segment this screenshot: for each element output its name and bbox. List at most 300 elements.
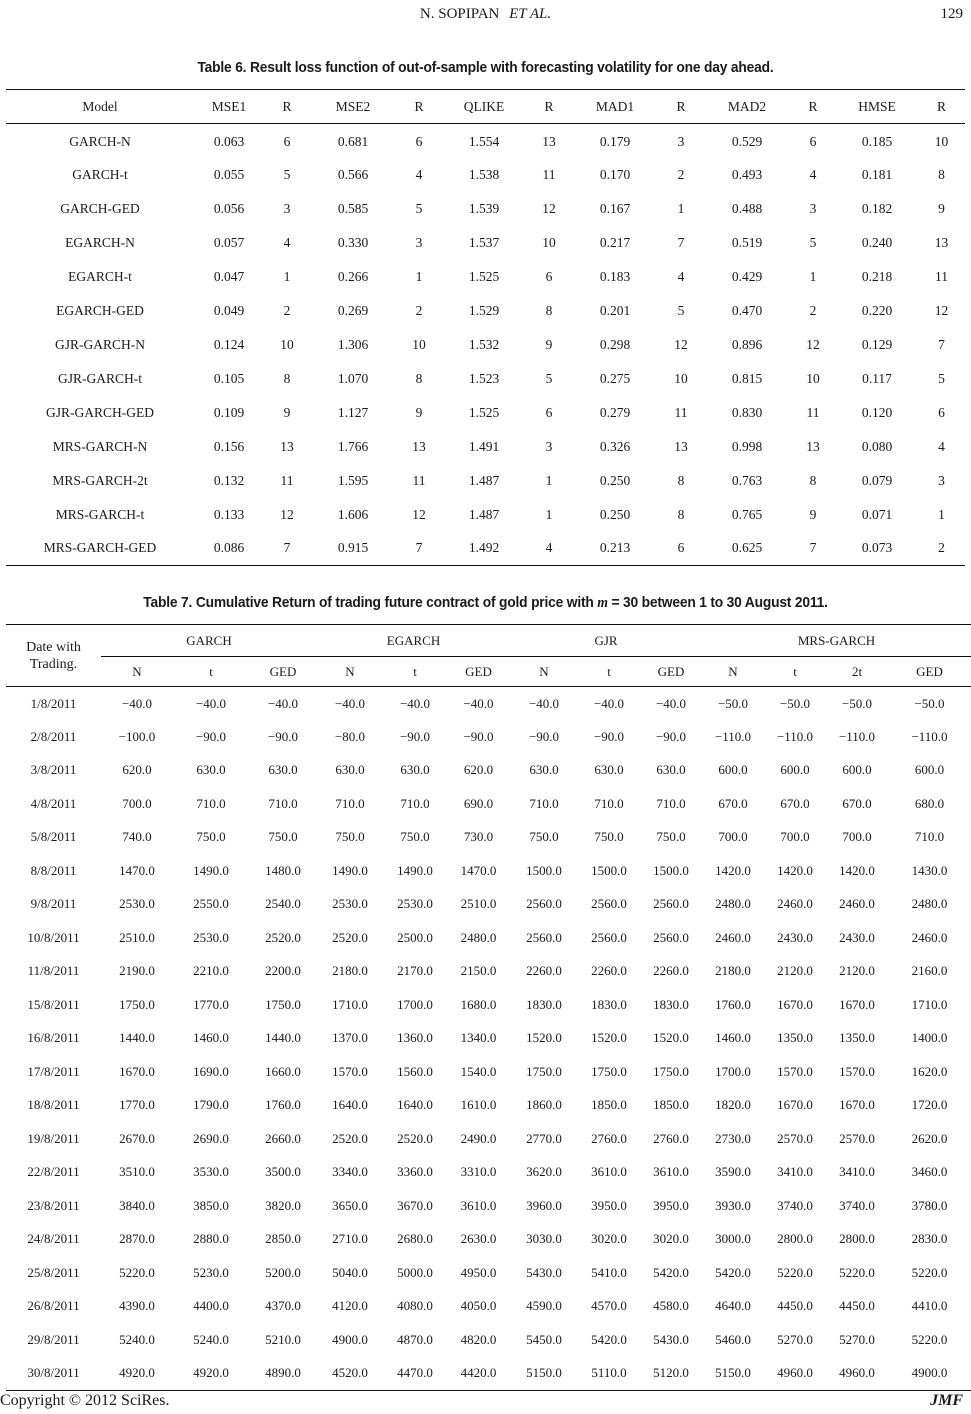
return-cell: 2660.0 [265,1130,301,1146]
table6-cell: 0.326 [599,438,631,454]
return-cell: −40.0 [528,695,560,711]
return-cell: 5240.0 [193,1331,229,1347]
return-cell: 3960.0 [526,1197,562,1213]
table6-row [6,396,965,430]
table6-row [6,192,965,226]
table6-cell: 1.525 [468,268,500,284]
return-cell: 1570.0 [777,1063,813,1079]
return-cell: −40.0 [334,695,366,711]
return-cell: 1830.0 [653,996,689,1012]
return-cell: 710.0 [529,795,559,811]
table6-cell: 0.181 [861,166,893,182]
return-cell: 3820.0 [265,1197,301,1213]
return-cell: 1720.0 [911,1097,948,1113]
return-cell: 1480.0 [265,862,301,878]
return-cell: 700.0 [842,829,872,845]
return-cell: 2260.0 [526,963,562,979]
table6-row [6,124,965,158]
table6-cell: 0.529 [731,133,763,149]
table6-cell: 3 [283,200,291,216]
table6-cell: 11 [935,268,948,284]
return-cell: 2120.0 [777,963,813,979]
return-cell: 1670.0 [839,996,875,1012]
return-cell: 4900.0 [911,1365,948,1380]
table6-cell: 9 [938,200,945,216]
table6-cell: 0.566 [337,166,369,182]
running-head [0,4,971,26]
table6-cell: 5 [677,302,685,318]
table6-cell: 12 [934,302,949,318]
return-cell: 710.0 [656,795,686,811]
return-cell: 620.0 [463,762,494,778]
return-cell: 1860.0 [526,1097,562,1113]
return-cell: 2480.0 [911,896,948,912]
return-cell: −40.0 [655,695,687,711]
table7-row [6,687,971,721]
table6-cell: 6 [545,404,553,420]
return-cell: 4120.0 [332,1298,368,1314]
table6-cell: 0.213 [599,540,631,556]
table6-cell: 7 [677,234,685,250]
table6-row [6,294,965,328]
table7-row [6,1357,971,1391]
table6-cell: 0.086 [213,540,245,556]
model-name-cell: GJR-GARCH-N [54,336,145,352]
return-cell: 1470.0 [119,862,155,878]
table6-cell: 0.330 [337,234,369,250]
return-cell: 5430.0 [526,1264,562,1280]
table6-cell: 0.493 [731,166,763,182]
table7-group-row [6,625,971,657]
table6-cell: 1.554 [468,133,500,149]
return-cell: 2570.0 [777,1130,813,1146]
table6-cell: 4 [415,166,423,182]
return-cell: 2870.0 [119,1231,155,1247]
table6-cell: 0.763 [731,472,763,488]
distribution-subheader: t [413,663,417,679]
table6-row [6,328,965,362]
return-cell: 3460.0 [911,1164,948,1180]
date-cell: 11/8/2011 [27,963,80,979]
table6-caption: Table 6. Result loss function of out-of-sample with forecasting volatility for one day ahead. [197,59,774,76]
table7-caption-post: = 30 between 1 to 30 August 2011. [607,594,828,611]
table6-cell: 4 [677,268,685,284]
distribution-subheader: t [209,663,213,679]
return-cell: 2530.0 [332,896,368,912]
return-cell: 1820.0 [715,1097,751,1113]
return-cell: 2460.0 [777,896,813,912]
table7-header [6,625,971,687]
return-cell: 1640.0 [397,1097,433,1113]
distribution-subheader: N [132,663,142,679]
distribution-subheader: GED [657,663,685,679]
distribution-subheader: N [539,663,549,679]
table6-cell: 0.488 [731,200,763,216]
return-cell: 670.0 [780,795,810,811]
return-cell: −90.0 [655,728,687,744]
return-cell: 2560.0 [526,896,562,912]
table6-cell: 9 [545,336,553,352]
table7-body [6,687,971,1391]
table6-cell: 2 [809,302,817,318]
return-cell: 1360.0 [397,1030,433,1046]
return-cell: 600.0 [914,762,945,778]
return-cell: 3590.0 [715,1164,751,1180]
return-cell: 690.0 [463,795,494,811]
table6-cell: 6 [283,133,291,149]
table7-row [6,1223,971,1257]
table7-caption-var: m [597,595,608,611]
return-cell: 740.0 [122,829,152,845]
return-cell: 2540.0 [265,896,301,912]
date-cell: 22/8/2011 [27,1164,80,1180]
return-cell: 5460.0 [715,1331,751,1347]
return-cell: −90.0 [399,728,431,744]
return-cell: 4580.0 [653,1298,689,1314]
date-cell: 4/8/2011 [30,795,77,811]
return-cell: 5150.0 [715,1365,751,1380]
table6-cell: 11 [674,404,688,420]
table6-cell: 0.915 [337,540,369,556]
table6-column-header: MSE1 [211,98,247,114]
table6-cell: 6 [677,540,685,556]
return-cell: 4900.0 [332,1331,368,1347]
return-cell: 4400.0 [193,1298,229,1314]
return-cell: 1710.0 [911,996,948,1012]
table6-column-header: R [282,98,292,114]
return-cell: 2830.0 [911,1231,948,1247]
return-cell: 2200.0 [265,963,301,979]
table6-cell: 0.765 [731,506,763,522]
return-cell: 750.0 [268,829,298,845]
return-cell: 700.0 [718,829,748,845]
return-cell: 700.0 [122,795,152,811]
return-cell: 1620.0 [911,1063,948,1079]
table6-cell: 2 [677,166,685,182]
date-cell: 25/8/2011 [27,1264,80,1280]
table6-cell: 8 [283,370,291,386]
table6-cell: 0.266 [337,268,369,284]
table6-cell: 3 [545,438,553,454]
return-cell: 2620.0 [911,1130,948,1146]
table6-cell: 0.470 [731,302,763,318]
table6-column-header: QLIKE [463,98,505,114]
table6-cell: 0.079 [861,472,893,488]
return-cell: 620.0 [122,762,152,778]
table6-cell: 0.124 [213,336,245,352]
return-cell: −50.0 [717,695,749,711]
return-cell: 5220.0 [911,1331,948,1347]
return-cell: 1490.0 [193,862,229,878]
return-cell: 2760.0 [653,1130,689,1146]
table6-row [6,430,965,464]
distribution-subheader: N [345,663,355,679]
return-cell: 3000.0 [715,1231,751,1247]
table7-row [6,921,971,955]
table6-cell: 3 [938,472,945,488]
table6-cell: 0.896 [731,336,763,352]
return-cell: 3340.0 [332,1164,368,1180]
table6-cell: 1.539 [468,200,500,216]
table6-cell: 1.523 [468,370,500,386]
table6-cell: 12 [412,506,426,522]
return-cell: 5220.0 [911,1264,948,1280]
return-cell: 1350.0 [777,1030,813,1046]
table6-cell: 0.519 [731,234,763,250]
return-cell: 2210.0 [193,963,229,979]
return-cell: 1540.0 [460,1063,497,1079]
table6-cell: 0.057 [213,234,245,250]
return-cell: 1490.0 [332,862,368,878]
distribution-subheader: N [728,663,738,679]
return-cell: 750.0 [400,829,430,845]
distribution-subheader: t [607,663,611,679]
table6-cell: 3 [415,234,423,250]
table6-column-header: R [544,98,554,114]
table6-column-header: R [676,98,686,114]
return-cell: 2560.0 [653,896,689,912]
table6-cell: 0.047 [213,268,245,284]
model-name-cell: GJR-GARCH-GED [46,404,154,420]
return-cell: 5110.0 [591,1365,627,1380]
table7-row [6,854,971,888]
return-cell: 1690.0 [193,1063,229,1079]
return-cell: 4080.0 [397,1298,433,1314]
table6-cell: 0.298 [599,336,631,352]
return-cell: 1670.0 [777,996,813,1012]
table6-cell: 0.279 [599,404,631,420]
table7-row [6,1290,971,1324]
return-cell: 2120.0 [839,963,875,979]
table6-cell: 0.681 [337,133,369,149]
return-cell: 2680.0 [397,1231,433,1247]
table6-cell: 5 [283,166,291,182]
table6-cell: 0.179 [599,133,631,149]
return-cell: 4950.0 [460,1264,497,1280]
return-cell: 630.0 [656,762,686,778]
return-cell: 3510.0 [119,1164,155,1180]
return-cell: 1570.0 [332,1063,368,1079]
return-cell: 1430.0 [911,862,948,878]
return-cell: 3850.0 [193,1197,229,1213]
model-name-cell: EGARCH-t [68,268,132,284]
return-cell: 2160.0 [911,963,948,979]
return-cell: 1660.0 [265,1063,301,1079]
return-cell: 710.0 [594,795,624,811]
date-cell: 19/8/2011 [27,1130,80,1146]
return-cell: 3930.0 [715,1197,751,1213]
table6-cell: 0.220 [861,302,893,318]
table7-row [6,1156,971,1190]
table6-cell: 2 [938,540,945,556]
return-cell: −110.0 [714,728,752,744]
table6-cell: 13 [674,438,688,454]
return-cell: 730.0 [463,829,494,845]
table6-cell: 13 [412,438,426,454]
table6-cell: 0.250 [599,506,631,522]
return-cell: 5410.0 [591,1264,627,1280]
return-cell: 1640.0 [332,1097,368,1113]
table6-cell: 0.080 [861,438,893,454]
return-cell: 5450.0 [526,1331,562,1347]
model-name-cell: GARCH-N [69,133,131,149]
table6-cell: 1.595 [337,472,369,488]
return-cell: 1680.0 [460,996,497,1012]
table6-cell: 1.070 [337,370,369,386]
table6-cell: 1.532 [468,336,500,352]
return-cell: 1750.0 [265,996,301,1012]
distribution-subheader: GED [465,663,492,679]
return-cell: 1440.0 [119,1030,155,1046]
return-cell: 2170.0 [397,963,433,979]
return-cell: 5120.0 [653,1365,689,1380]
return-cell: 4470.0 [397,1365,433,1380]
table6-cell: 8 [809,472,817,488]
return-cell: 4590.0 [526,1298,562,1314]
table6-cell: 1.306 [337,336,369,352]
return-cell: 2180.0 [715,963,751,979]
return-cell: 4390.0 [119,1298,155,1314]
return-cell: −110.0 [911,728,948,744]
return-cell: 4050.0 [460,1298,497,1314]
return-cell: 1750.0 [526,1063,562,1079]
date-cell: 23/8/2011 [27,1197,80,1213]
return-cell: 1770.0 [193,996,229,1012]
return-cell: 1760.0 [715,996,751,1012]
table6-cell: 12 [280,506,294,522]
return-cell: 5240.0 [119,1331,155,1347]
return-cell: 1560.0 [397,1063,433,1079]
table6-cell: 2 [415,302,423,318]
date-cell: 1/8/2011 [30,695,77,711]
table6-cell: 1 [677,200,685,216]
table7-row [6,1055,971,1089]
return-cell: 2550.0 [193,896,229,912]
return-cell: 1750.0 [119,996,155,1012]
table7-caption-pre: Table 7. Cumulative Return of trading future contract of gold price with [143,594,598,611]
return-cell: −50.0 [779,695,811,711]
return-cell: 1520.0 [591,1030,627,1046]
running-head-authors [0,6,971,23]
return-cell: 1670.0 [839,1097,875,1113]
return-cell: 1570.0 [839,1063,875,1079]
return-cell: −90.0 [528,728,560,744]
return-cell: 2710.0 [332,1231,368,1247]
return-cell: 2530.0 [193,929,229,945]
return-cell: 2150.0 [460,963,497,979]
table6-cell: 1 [415,268,423,284]
return-cell: 1710.0 [332,996,368,1012]
table7-caption [39,594,932,612]
table7-row [6,1323,971,1357]
return-cell: 4370.0 [265,1298,301,1314]
table6-cell: 10 [542,234,556,250]
return-cell: 2460.0 [839,896,875,912]
table6-cell: 0.170 [599,166,631,182]
table7-row [6,1022,971,1056]
return-cell: 710.0 [400,795,430,811]
table6-cell: 4 [283,234,291,250]
table6-cell: 0.156 [213,438,245,454]
return-cell: 5270.0 [839,1331,875,1347]
return-cell: 3610.0 [591,1164,627,1180]
return-cell: 630.0 [268,762,298,778]
table6-cell: 12 [806,336,820,352]
return-cell: 1490.0 [397,862,433,878]
return-cell: 670.0 [718,795,748,811]
table6-cell: 7 [938,336,945,352]
table6-cell: 5 [809,234,817,250]
model-name-cell: MRS-GARCH-N [52,438,148,454]
return-cell: 2760.0 [591,1130,627,1146]
date-cell: 10/8/2011 [27,929,80,945]
table6-cell: 9 [415,404,423,420]
model-group-header: MRS-GARCH [702,625,971,657]
return-cell: 4450.0 [839,1298,875,1314]
return-cell: 1350.0 [839,1030,875,1046]
return-cell: 4420.0 [460,1365,497,1380]
return-cell: 1500.0 [653,862,689,878]
table6-cell: 4 [545,540,553,556]
return-cell: 600.0 [718,762,748,778]
model-group-header: EGARCH [317,625,510,657]
return-cell: 3950.0 [591,1197,627,1213]
table6-cell: 0.129 [861,336,893,352]
table6-cell: 0.185 [861,133,893,149]
return-cell: 2630.0 [460,1231,497,1247]
table6-cell: 1 [545,472,553,488]
return-cell: 3020.0 [653,1231,689,1247]
return-cell: 2560.0 [591,896,627,912]
return-cell: 3310.0 [460,1164,497,1180]
table6-cell: 3 [677,133,685,149]
return-cell: 2460.0 [715,929,751,945]
return-cell: −40.0 [267,695,299,711]
table6-cell: 12 [674,336,688,352]
model-name-cell: MRS-GARCH-2t [52,472,148,488]
table6-row [6,498,965,532]
return-cell: 710.0 [268,795,298,811]
return-cell: 1770.0 [119,1097,155,1113]
model-name-cell: EGARCH-GED [56,302,144,318]
table6-cell: 13 [806,438,820,454]
date-cell: 9/8/2011 [30,896,77,912]
table6-cell: 2 [283,302,291,318]
model-name-cell: MRS-GARCH-GED [43,540,157,556]
table6-column-header: Model [82,98,118,114]
return-cell: 5430.0 [653,1331,689,1347]
return-cell: 2560.0 [526,929,562,945]
table7-row [6,888,971,922]
table6 [6,89,965,566]
table6-cell: 0.132 [213,472,245,488]
page-number: 129 [940,6,963,22]
return-cell: 5220.0 [777,1264,813,1280]
return-cell: 5220.0 [119,1264,155,1280]
return-cell: 3530.0 [193,1164,229,1180]
table6-cell: 0.815 [731,370,763,386]
return-cell: −40.0 [399,695,431,711]
return-cell: 710.0 [914,829,945,845]
return-cell: 2520.0 [265,929,301,945]
return-cell: 600.0 [842,762,872,778]
return-cell: 1460.0 [193,1030,229,1046]
return-cell: 5420.0 [653,1264,689,1280]
table6-cell: 3 [809,200,817,216]
return-cell: 1670.0 [119,1063,155,1079]
table7-row [6,1122,971,1156]
table6-cell: 5 [415,200,423,216]
